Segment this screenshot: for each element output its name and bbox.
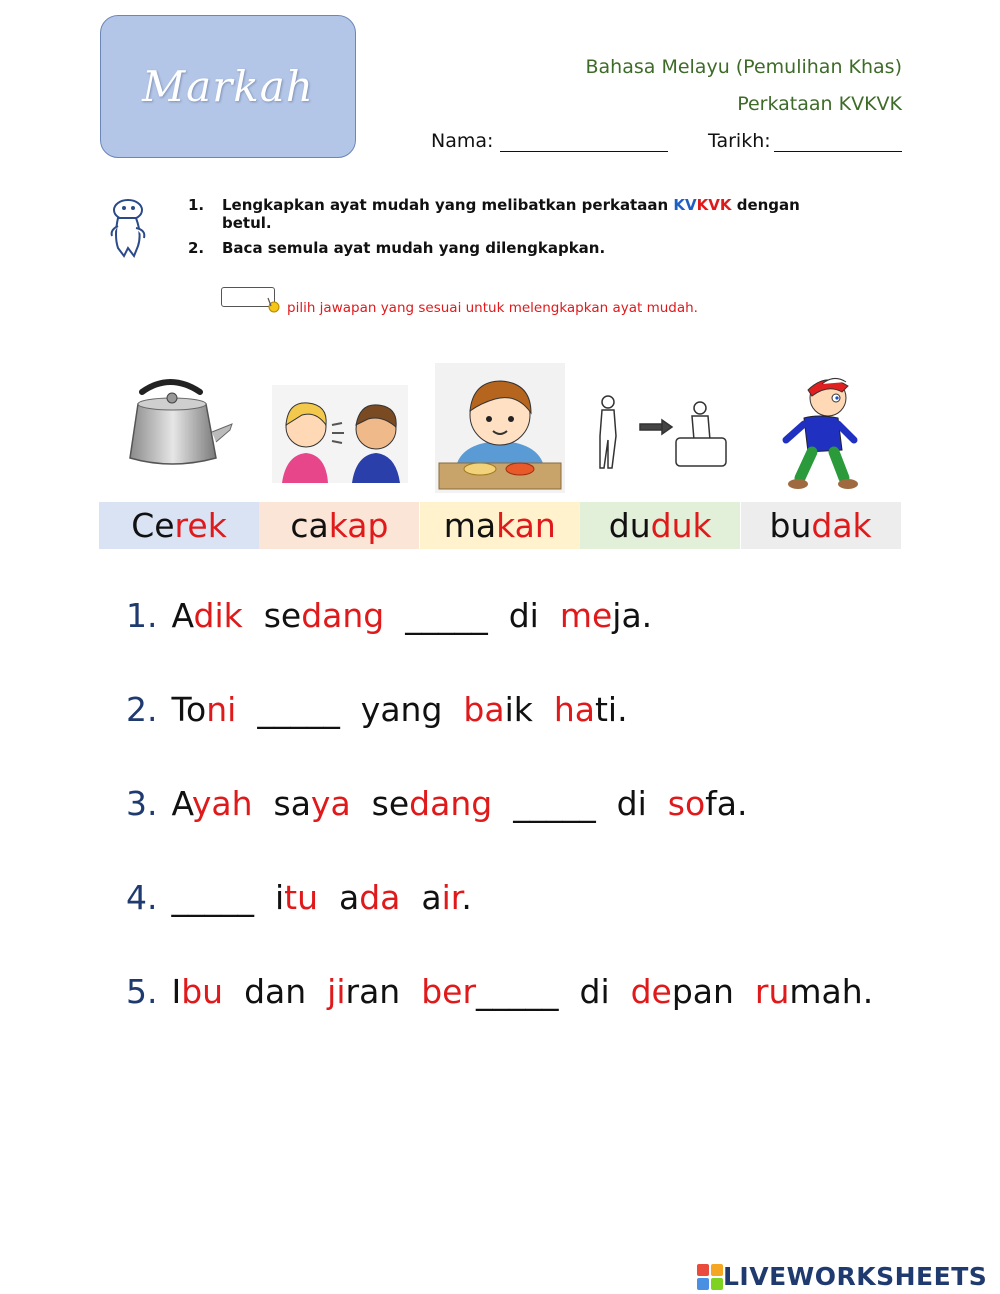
- sentence-number: 2.: [126, 690, 158, 729]
- kvk-red: KVK: [696, 196, 732, 214]
- sentence-segment: dik: [193, 596, 243, 635]
- sentence-number: 3.: [126, 784, 158, 823]
- sentence-segment: pan: [671, 972, 755, 1011]
- word-bank-item: ma kan: [420, 502, 580, 549]
- sentence-segment: To: [171, 690, 207, 729]
- boy-eating-icon: [435, 363, 565, 493]
- sentence-1: [126, 596, 652, 635]
- kettle-icon: [120, 372, 240, 472]
- blank-segment[interactable]: _____ yang: [236, 690, 464, 729]
- instruction-1-number: 1.: [188, 196, 205, 214]
- sentence-segment: de: [630, 972, 672, 1011]
- date-label: Tarikh:: [708, 130, 771, 152]
- sentence-5: [126, 972, 873, 1011]
- liveworksheets-logo-icon: [697, 1264, 723, 1290]
- name-field[interactable]: [500, 151, 668, 152]
- sentence-segment: ber: [421, 972, 477, 1011]
- person-sitting-down-icon: [596, 392, 730, 472]
- sentence-segment: A: [171, 784, 192, 823]
- liveworksheets-logo: [697, 1262, 987, 1291]
- sentence-3: [126, 784, 748, 823]
- word-bank-item: ca kap: [259, 502, 419, 549]
- sentence-segment: mah.: [789, 972, 874, 1011]
- topic-title: Perkataan KVKVK: [737, 93, 902, 115]
- sentence-number: 1.: [126, 596, 158, 635]
- sentence-segment: da: [359, 878, 401, 917]
- sentence-segment: a: [400, 878, 442, 917]
- sentence-segment: bu: [181, 972, 224, 1011]
- blank-segment[interactable]: _____ di: [476, 972, 631, 1011]
- sentence-2: [126, 690, 628, 729]
- sentence-4: [126, 878, 472, 917]
- instruction-2: [188, 239, 828, 257]
- instruction-1-text: Lengkapkan ayat mudah yang melibatkan perkataan KVKVK dengan betul.: [222, 196, 800, 232]
- liveworksheets-brand: LIVEWORKSHEETS: [723, 1262, 988, 1291]
- sentence-segment: a: [318, 878, 360, 917]
- score-box: [100, 15, 356, 158]
- name-label: Nama:: [431, 130, 494, 152]
- sentence-segment: yah: [191, 784, 253, 823]
- score-box-label: Markah: [142, 62, 314, 111]
- sentence-segment: ba: [463, 690, 505, 729]
- sentence-segment: sa: [252, 784, 311, 823]
- sentence-segment: ik: [504, 690, 554, 729]
- sentence-number: 5.: [126, 972, 158, 1011]
- word-bank-item: bu dak: [741, 502, 901, 549]
- kv-blue: KV: [673, 196, 697, 214]
- sentence-segment: ran: [345, 972, 422, 1011]
- sentence-segment: ru: [754, 972, 790, 1011]
- sentence-segment: dan: [223, 972, 328, 1011]
- sentence-segment: A: [171, 596, 194, 635]
- two-people-talking-icon: [272, 385, 408, 483]
- sentence-segment: I: [171, 972, 182, 1011]
- sentence-segment: dang: [301, 596, 385, 635]
- boy-walking-icon: [778, 374, 870, 492]
- blank-segment[interactable]: _____ i: [171, 878, 285, 917]
- sentence-segment: ir: [441, 878, 462, 917]
- blank-segment[interactable]: _____ di: [492, 784, 668, 823]
- blank-segment[interactable]: _____ di: [384, 596, 560, 635]
- sentence-segment: so: [667, 784, 706, 823]
- sentence-segment: se: [350, 784, 410, 823]
- word-bank-item: Ce rek: [99, 502, 259, 549]
- sentence-segment: fa.: [705, 784, 748, 823]
- subject-title: Bahasa Melayu (Pemulihan Khas): [585, 56, 902, 78]
- instruction-2-text: Baca semula ayat mudah yang dilengkapkan.: [222, 239, 606, 257]
- cursor-hand-icon: [264, 296, 282, 314]
- sentence-segment: .: [461, 878, 472, 917]
- instructions: [188, 196, 828, 264]
- sentence-segment: ya: [310, 784, 351, 823]
- sentence-segment: ha: [553, 690, 595, 729]
- sentence-segment: me: [559, 596, 613, 635]
- sentence-segment: tu: [284, 878, 319, 917]
- sentence-segment: dang: [409, 784, 493, 823]
- instruction-2-number: 2.: [188, 239, 205, 257]
- sentence-segment: ti.: [594, 690, 628, 729]
- word-bank-item: du duk: [580, 502, 740, 549]
- date-field[interactable]: [774, 151, 902, 152]
- sentence-segment: se: [242, 596, 302, 635]
- sentence-segment: ni: [206, 690, 237, 729]
- sentence-segment: ji: [327, 972, 346, 1011]
- instruction-1: [188, 196, 828, 232]
- sentence-segment: ja.: [612, 596, 653, 635]
- sentence-number: 4.: [126, 878, 158, 917]
- hint-text: pilih jawapan yang sesuai untuk melengkapkan ayat mudah.: [287, 300, 698, 316]
- dinosaur-mascot-icon: [104, 196, 152, 260]
